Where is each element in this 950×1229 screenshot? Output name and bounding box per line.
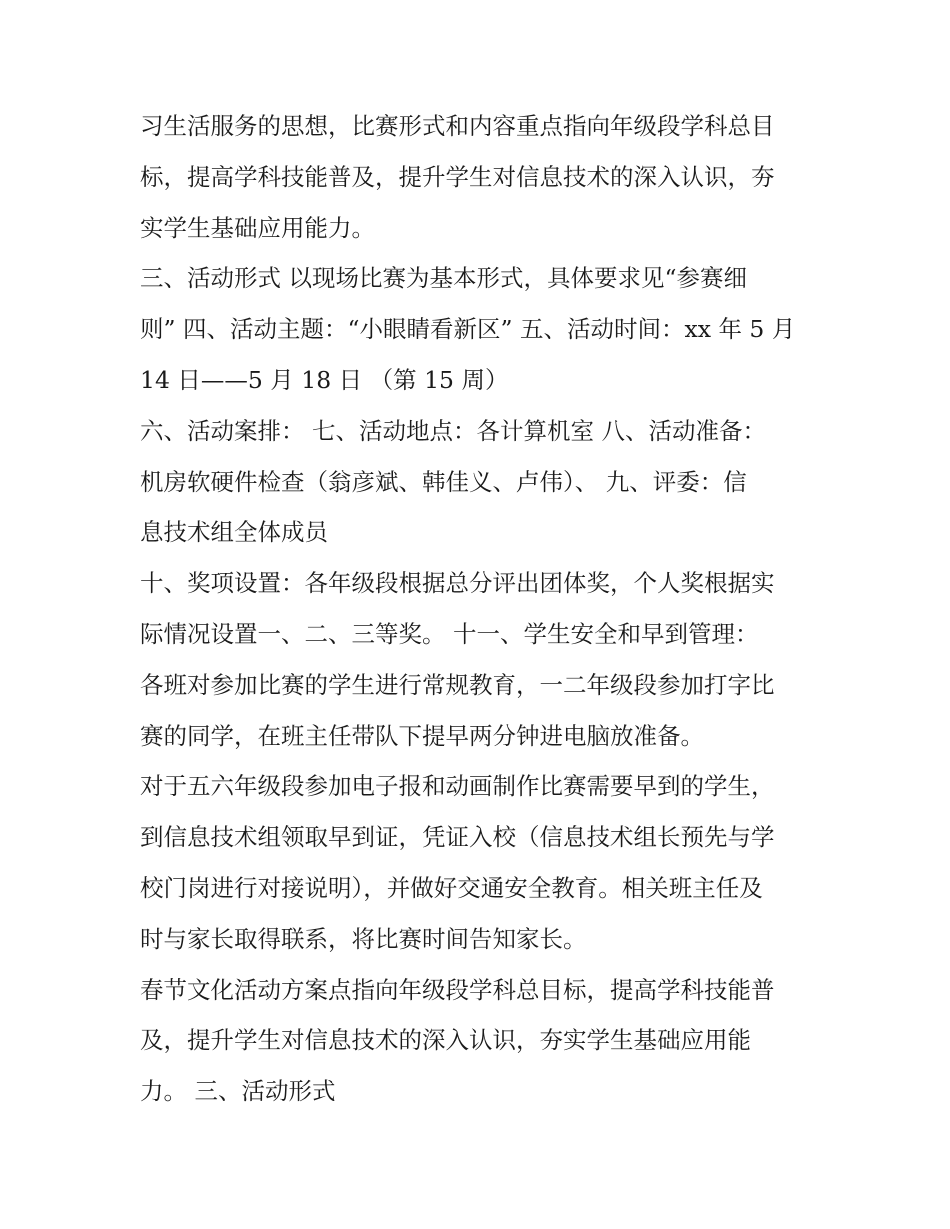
text-line: 标，提高学科技能普及，提升学生对信息技术的深入认识，夯 — [140, 162, 775, 191]
text-line: 到信息技术组领取早到证，凭证入校（信息技术组长预先与学 — [140, 823, 775, 852]
document-body — [140, 101, 820, 1117]
text-line: 时与家长取得联系，将比赛时间告知家长。 — [140, 924, 587, 953]
text-line: 实学生基础应用能力。 — [140, 213, 375, 242]
text-line: 春节文化活动方案点指向年级段学科总目标，提高学科技能普 — [140, 975, 775, 1004]
text-line: 及，提升学生对信息技术的深入认识，夯实学生基础应用能 — [140, 1026, 751, 1055]
text-line: 息技术组全体成员 — [140, 518, 328, 547]
text-line: 力。 三、活动形式 — [140, 1077, 336, 1106]
text-line: 校门岗进行对接说明），并做好交通安全教育。相关班主任及 — [140, 873, 763, 902]
text-line: 机房软硬件检查（翁彦斌、韩佳义、卢伟）、 九、评委：信 — [140, 467, 747, 496]
text-line: 对于五六年级段参加电子报和动画制作比赛需要早到的学生， — [140, 772, 775, 801]
text-line: 则” 四、活动主题：“小眼睛看新区” 五、活动时间：xx 年 5 月 — [140, 315, 796, 344]
text-line: 14 日——5 月 18 日 （第 15 周） — [140, 365, 509, 394]
text-line: 际情况设置一、二、三等奖。 十一、学生安全和早到管理： — [140, 619, 759, 648]
text-line: 六、活动案排： 七、活动地点：各计算机室 八、活动准备： — [140, 416, 766, 445]
text-line: 习生活服务的思想，比赛形式和内容重点指向年级段学科总目 — [140, 112, 775, 140]
text-line: 各班对参加比赛的学生进行常规教育，一二年级段参加打字比 — [140, 670, 775, 699]
text-line: 十、奖项设置：各年级段根据总分评出团体奖，个人奖根据实 — [140, 569, 775, 598]
text-line: 赛的同学，在班主任带队下提早两分钟进电脑放准备。 — [140, 721, 704, 750]
text-line: 三、活动形式 以现场比赛为基本形式，具体要求见“参赛细 — [140, 264, 747, 293]
